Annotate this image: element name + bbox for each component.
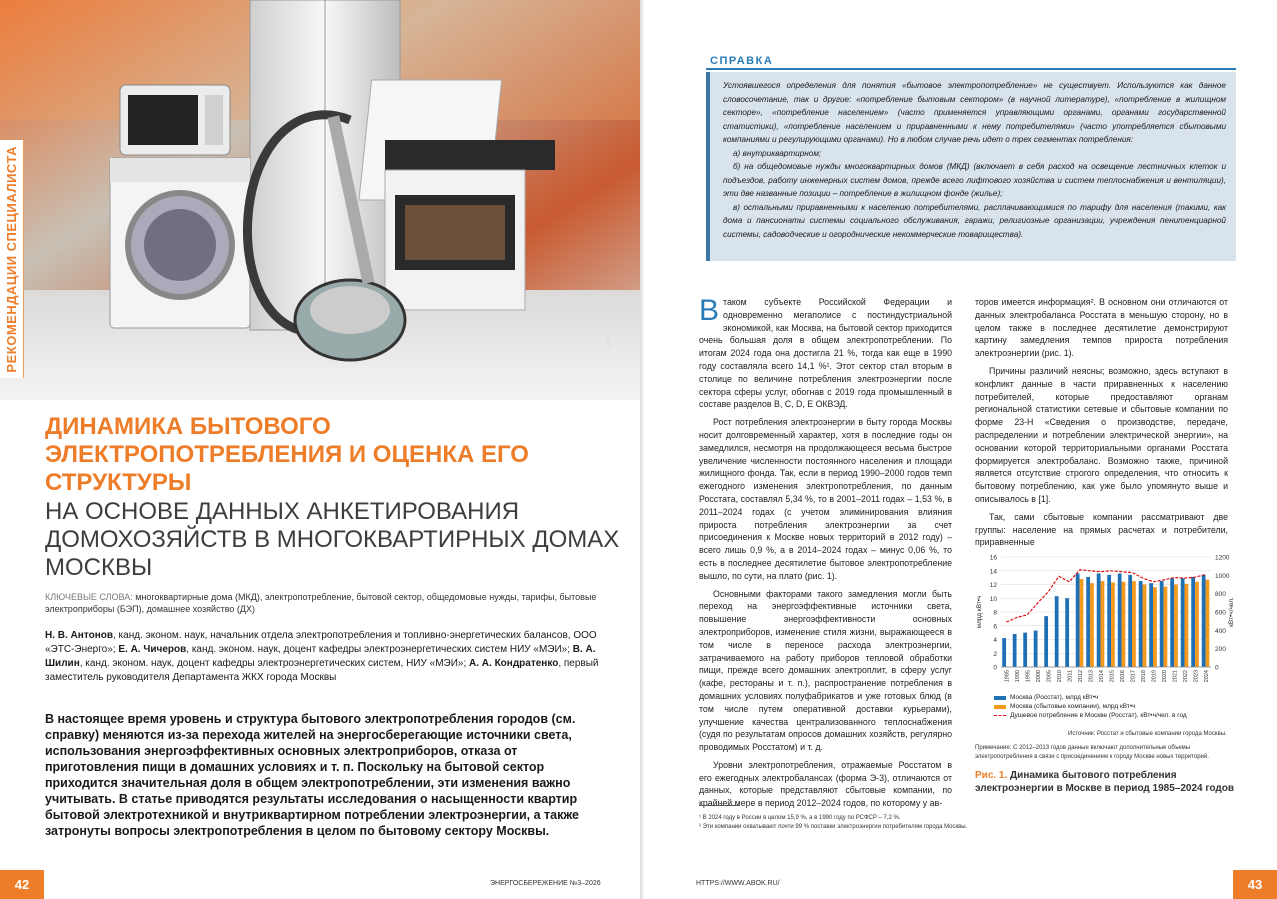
bar xyxy=(1202,575,1206,667)
chart-note: Примечание: С 2012–2013 годов данные включают дополнительные объемы электропотребления в связи с присоединением к городу Москве новых территорий. xyxy=(975,745,1209,760)
x-tick-label: 2014 xyxy=(1098,670,1105,683)
chart-source: Источник: Росстат и сбытовые компании города Москвы. xyxy=(1068,731,1227,737)
bar xyxy=(1080,579,1084,667)
x-tick-label: 2020 xyxy=(1161,670,1168,683)
author-name: В. А. Шилин xyxy=(45,644,596,669)
bar xyxy=(1065,598,1069,667)
bar xyxy=(1086,577,1090,667)
reference-paragraph: а) внутриквартирном; xyxy=(733,148,822,158)
legend-label: Москва (сбытовые компании), млрд кВт•ч xyxy=(1010,703,1136,710)
author-desc: , канд. эконом. наук, доцент кафедры электроэнергетических систем, НИУ «МЭИ»; xyxy=(79,658,470,669)
author-desc: , первый заместитель руководителя Департамента ЖКХ города Москвы xyxy=(45,658,599,683)
bar xyxy=(1034,631,1038,667)
y2-axis-label: кВт•ч/чел. xyxy=(1228,597,1235,627)
author-name: Н. В. Антонов xyxy=(45,630,113,641)
x-tick-label: 2018 xyxy=(1140,670,1147,683)
legend-item xyxy=(994,693,1187,702)
reference-paragraph: в) остальными приравненными к населению потребителями, расплачивающимися по тарифу для населения (такими, как дома и пансионаты системы социального обслуживания, гаражи, религиозные организации, учреждения пенитенциарной системы, садоводческие и огороднические некоммерческие товарищества). xyxy=(723,202,1226,239)
legend-swatch xyxy=(994,715,1006,716)
bar xyxy=(1149,583,1153,667)
bar xyxy=(1097,574,1101,668)
x-tick-label: 2017 xyxy=(1130,670,1137,683)
bar xyxy=(1206,580,1210,667)
keywords-text: многоквартирные дома (МКД), электропотребление, бытовой сектор, общедомовые нужды, тарифы, бытовые электроприборы (БЭП), домашнее хозяйство (ДХ) xyxy=(45,592,597,614)
footnote: ¹ В 2024 году в России в целом 15,9 %, а в 1990 году по РСФСР – 7,2 %. xyxy=(699,815,901,821)
y2-tick-label: 0 xyxy=(1215,664,1219,672)
page-number: 43 xyxy=(1233,870,1277,899)
bar xyxy=(1164,587,1168,667)
body-paragraph: Причины различий неясны; возможно, здесь вступают в конфликт данные в части приравненных к населению потребителей, которые предоставляют органам региональной статистики сетевые и сбытовые компании по форме 23-Н «Сведения о производстве, передаче, распределении и потреблении электрической энергии», на основании которой территориальными органами Росстата формируется электробаланс. Возможно также, причиной является отсутствие строгого определения, что относить к бытовому потреблению, как уже было упомянуто выше и описывалось в [1]. xyxy=(975,365,1228,504)
lead-paragraph: В настоящее время уровень и структура бытового электропотребления городов (см. справку) меняются из-за перехода жителей на энергосберегающие источники света, использования энергоэффективных основных электроприборов, отказа от приготовления пищи в домашних условиях и т. п. Поскольку на бытовой сектор приходится значительная доля в общем электропотреблении, эти изменения важно учитывать. В статье приводятся результаты исследования о насыщенности квартир бытовой электротехникой и внутриквартирном потреблении электроэнергии, а также затронуты вопросы электропотребления в целом по бытовому сектору Москвы. xyxy=(45,712,579,838)
y2-tick-label: 800 xyxy=(1215,591,1226,599)
bar xyxy=(1107,575,1111,667)
x-tick-label: 2024 xyxy=(1203,670,1210,683)
section-tab xyxy=(0,140,24,378)
text-column-2 xyxy=(975,296,1228,554)
article-subtitle: НА ОСНОВЕ ДАННЫХ АНКЕТИРОВАНИЯ ДОМОХОЗЯЙСТВ В МНОГОКВАРТИРНЫХ ДОМАХ МОСКВЫ xyxy=(45,498,620,581)
body-paragraph: Рост потребления электроэнергии в быту города Москвы носит долговременный характер, хотя в последние годы он замедлился, несмотря на продолжающееся весьма быстрое увеличение численности постоянного населения и площади жилищного фонда. Так, если в период 1990–2000 годов темп ежегодного изменения электропотребления, по данным Росстата, составлял 5,34 %, то в 2001–2011 годах – 1,53 %, в 2011–2024 годах (с учетом элиминирования влияния прироста потребления электроэнергии за счет присоединения к Москве новых территорий в 2012 году) – всего лишь 0,9 %, а в 2014–2024 годах – минус 0,06 %, то есть в последнее десятилетие бытовое электропотребление вышло, по сути, на плато (рис. 1). xyxy=(699,417,952,581)
x-tick-label: 2015 xyxy=(1109,670,1116,683)
reference-box-title: СПРАВКА xyxy=(710,55,774,67)
running-footer: ЭНЕРГОСБЕРЕЖЕНИЕ №3–2026 xyxy=(490,880,601,887)
reference-box xyxy=(706,55,1236,261)
x-tick-label: 2022 xyxy=(1182,670,1189,683)
author-desc: , канд. эконом. наук, начальник отдела электропотребления и топливно-энергетических балансов, ООО «ЭТС-Энерго»; xyxy=(45,630,597,655)
bar xyxy=(1185,584,1189,667)
body-paragraph xyxy=(699,296,952,411)
y-tick-label: 6 xyxy=(993,623,997,631)
bar xyxy=(1181,578,1185,667)
keywords xyxy=(45,591,605,615)
x-tick-label: 2016 xyxy=(1119,670,1126,683)
bar xyxy=(1023,633,1027,667)
bar xyxy=(1122,582,1126,667)
bar xyxy=(1139,581,1143,667)
y2-tick-label: 400 xyxy=(1215,627,1226,635)
article-title: ДИНАМИКА БЫТОВОГО ЭЛЕКТРОПОТРЕБЛЕНИЯ И ОЦЕНКА ЕГО СТРУКТУРЫ xyxy=(45,413,529,496)
x-tick-label: 2019 xyxy=(1151,670,1158,683)
page-number: 42 xyxy=(0,870,44,899)
bar xyxy=(1076,574,1080,668)
legend-swatch xyxy=(994,696,1006,700)
running-footer: HTTPS://WWW.ABOK.RU/ xyxy=(696,880,780,887)
author-desc: , канд. эконом. наук, доцент кафедры электроэнергетических систем НИУ «МЭИ»; xyxy=(186,644,573,655)
y2-tick-label: 200 xyxy=(1215,646,1226,654)
bar xyxy=(1195,582,1199,667)
legend-item xyxy=(994,711,1187,720)
bar xyxy=(1111,582,1115,667)
reference-box-header xyxy=(706,55,1236,70)
x-tick-label: 1985 xyxy=(1004,670,1011,683)
bar xyxy=(1055,596,1059,667)
right-page xyxy=(644,0,1277,899)
y-tick-label: 12 xyxy=(989,582,997,589)
x-tick-label: 2010 xyxy=(1056,670,1063,683)
x-tick-label: 2012 xyxy=(1077,670,1084,683)
authors-block xyxy=(45,629,605,685)
body-paragraph: Так, сами сбытовые компании рассматривают две группы: население на прямых расчетах и потребители, приравненные xyxy=(975,511,1228,548)
bar xyxy=(1170,578,1174,667)
bar xyxy=(1101,581,1105,667)
y-tick-label: 10 xyxy=(989,595,997,603)
x-tick-label: 2005 xyxy=(1046,670,1053,683)
x-tick-label: 2000 xyxy=(1035,670,1042,683)
section-tab-label: РЕКОМЕНДАЦИИ СПЕЦИАЛИСТА xyxy=(4,145,19,373)
bar xyxy=(1174,585,1178,668)
figure-label: Рис. 1. xyxy=(975,770,1008,781)
x-tick-label: 2011 xyxy=(1067,670,1074,682)
y-axis-label: млрд кВт•ч xyxy=(976,595,983,629)
bar xyxy=(1118,574,1122,668)
chart-legend xyxy=(994,693,1187,720)
y-tick-label: 8 xyxy=(993,609,997,617)
y-tick-label: 0 xyxy=(993,664,997,672)
reference-box-body xyxy=(706,72,1236,261)
bar xyxy=(1143,585,1147,668)
bar xyxy=(1128,575,1132,667)
y-tick-label: 4 xyxy=(993,637,997,644)
reference-paragraph: Устоявшегося определения для понятия «бытовое электропотребление» не существует. Используются как данное словосочетание, так и другие: «потребление бытовым сектором» (в научной литературе), «потребление в жилищном секторе», «потребление населением» (часто применяется управляющими органами, органами государственной статистики), «потребление населением и приравненными к нему потребителями» (часто употребляется сбытовыми компаниями и регулирующими органами). Но в любом случае речь идет о трех сегментах потребления: xyxy=(723,81,1226,144)
drop-cap: В xyxy=(699,294,720,327)
body-paragraph: Уровни электропотребления, отражаемые Росстатом в его ежегодных электробалансах (форма Э-3), отличаются от данных, которые представляют сбытовые компании, по крайней мере в период 2012–2024 годов, по которому у ав- xyxy=(699,759,952,809)
legend-label: Душевое потребление в Москве (Росстат), кВт•ч/чел. в год xyxy=(1010,712,1187,719)
figure-caption xyxy=(975,769,1240,795)
y2-tick-label: 1000 xyxy=(1215,572,1230,580)
consumption-chart xyxy=(975,549,1237,691)
y-tick-label: 16 xyxy=(989,554,997,562)
footnote-rule xyxy=(699,805,739,806)
footnote: ² Эти компании охватывают почти 99 % поставки электроэнергии потребителям города Москвы. xyxy=(699,824,968,830)
legend-item xyxy=(994,702,1187,711)
bar xyxy=(1160,581,1164,667)
x-tick-label: 1990 xyxy=(1014,670,1021,683)
keywords-label: КЛЮЧЕВЫЕ СЛОВА: xyxy=(45,592,133,602)
body-text: таком субъекте Российской Федерации и одновременно мегаполисе с постиндустриальной экономикой, как Москва, на бытовой сектор приходится очень большая доля в общем электропотреблении. По итогам 2024 года она достигла 21 %, тогда как еще в 1990 году составляла всего 14,1 %¹. Этот сектор стал вторым в столице по величине потребления электроэнергии после сектора сферы услуг, обогнав с 2019 года промышленный в составе разделов B, C, D, E ОКВЭД. xyxy=(699,297,952,410)
body-paragraph: Основными факторами такого замедления могли быть переход на энергоэффективные источники света, повышение энергоэффективности основных электроприборов, изменение стиля жизни, выражающееся в том числе в переносе расхода электроэнергии, затрачиваемого на работу приборов тепловой обработки пищи, прежде всего домашних электроплит, в сферу услуг (кафе, рестораны и т. п.), распространение потребления в домашних условиях полуфабрикатов и уже готовых блюд (в том числе путем оперативной доставки курьерами), улучшение качества централизованного теплоснабжения (судя по результатам опросов домашних хозяйств, регулярно проводимых Росстатом) и т. д. xyxy=(699,588,952,753)
legend-label: Москва (Росстат), млрд кВт•ч xyxy=(1010,694,1099,701)
reference-paragraph: б) на общедомовые нужды многоквартирных домов (МКД) (включает в себя расход на освещение лестничных клеток и подъездов, работу инженерных систем домов, прежде всего лифтового хозяйства и систем теплоснабжения и вентиляции), эти две названные позиции – потребление в жилищном фонде (жилье); xyxy=(723,162,1226,198)
bar xyxy=(1191,577,1195,667)
author-name: Е. А. Чичеров xyxy=(118,644,187,655)
photo-credit: depositphotos.com xyxy=(604,290,611,349)
bar xyxy=(1132,581,1136,667)
legend-swatch xyxy=(994,705,1006,709)
x-tick-label: 2021 xyxy=(1172,670,1179,683)
appliances-photo xyxy=(0,0,640,400)
bar xyxy=(1044,616,1048,667)
x-tick-label: 2013 xyxy=(1088,670,1095,683)
y-tick-label: 2 xyxy=(993,650,997,658)
x-tick-label: 2023 xyxy=(1193,670,1200,683)
y2-tick-label: 1200 xyxy=(1215,554,1230,562)
bar xyxy=(1153,587,1157,667)
bar xyxy=(1013,634,1017,667)
y-tick-label: 14 xyxy=(989,568,997,576)
y2-tick-label: 600 xyxy=(1215,609,1226,617)
x-tick-label: 1995 xyxy=(1025,670,1032,683)
figure-caption-text: Динамика бытового потребления электроэнергии в Москве в период 1985–2024 годов xyxy=(975,770,1234,794)
text-column-1 xyxy=(699,296,952,815)
author-name: А. А. Кондратенко xyxy=(469,658,559,669)
bar xyxy=(1090,583,1094,667)
body-paragraph: торов имеется информация². В основном они отличаются от данных электробаланса Росстата в меньшую сторону, но в целом также в последнее десятилетие демонстрируют картину замедления темпов прироста потребления электроэнергии (рис. 1). xyxy=(975,297,1228,359)
bar xyxy=(1002,638,1006,667)
